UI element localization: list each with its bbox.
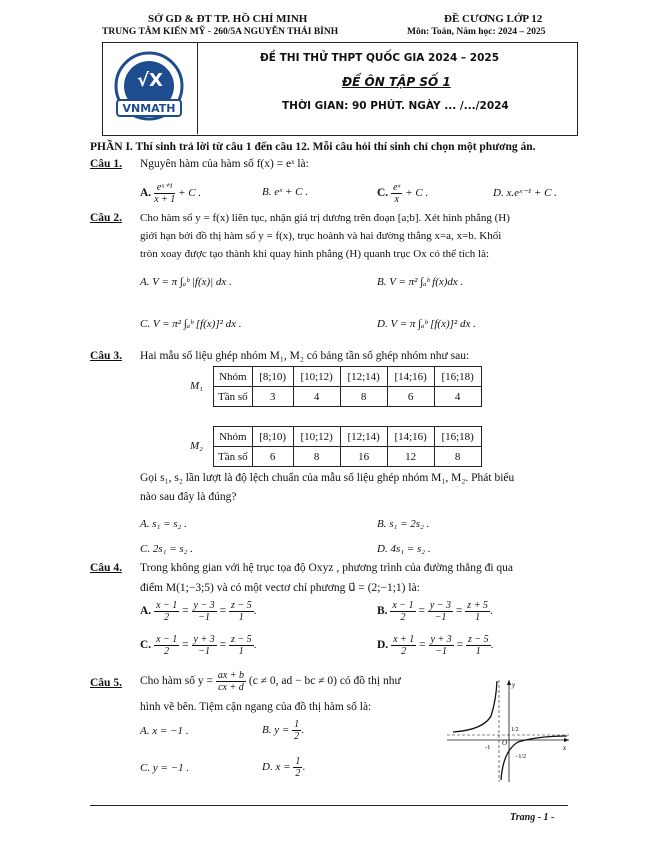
doc-type: ĐỀ CƯƠNG LỚP 12 <box>444 13 543 25</box>
q1-option-a[interactable] <box>140 182 201 205</box>
q3-text: Hai mẫu số liệu ghép nhóm M₁, M₂ có bảng tần số ghép nhóm như sau: <box>140 350 470 362</box>
q2-option-c[interactable]: C. V = π² ∫ₐᵇ [f(x)]² dx . <box>140 318 242 330</box>
group-cell: [12;14) <box>340 427 387 447</box>
group-cell: [16;18) <box>434 367 481 387</box>
frac-den: 1 <box>238 646 244 657</box>
q1-c-letter: C. <box>377 187 389 200</box>
freq-cell: 6 <box>252 447 293 467</box>
frac-den: 2 <box>294 731 300 742</box>
freq-cell: 4 <box>434 387 481 407</box>
q2-option-b[interactable]: B. V = π² ∫ₐᵇ f(x)dx . <box>377 276 464 288</box>
group-cell: [8;10) <box>252 427 293 447</box>
q4-option-d[interactable]: D. $\frac{x + 1}{2}$ = $\frac{y + 3}{-1}$ = $\frac{z - 5}{1}$ . <box>377 634 494 657</box>
q3-option-c[interactable]: C. 2s₁ = s₂ . <box>140 543 193 555</box>
q1-a-letter: A. <box>140 187 152 200</box>
frac-num: x + 1 <box>393 634 415 645</box>
line-frac <box>391 634 416 657</box>
line-frac <box>465 600 490 623</box>
q5-frac <box>216 670 246 693</box>
frac-num: y − 3 <box>193 600 215 611</box>
part1-instruction: PHẦN I. Thí sinh trả lời từ câu 1 đến câu 12. Mỗi câu hỏi thí sinh chỉ chọn một phương án. <box>90 141 536 153</box>
frac-num: x − 1 <box>156 634 178 645</box>
frac-num: z − 5 <box>230 634 252 645</box>
tick-half: 1/2 <box>511 727 519 733</box>
group-cell: [10;12) <box>293 367 340 387</box>
exam-title: ĐỀ THI THỬ THPT QUỐC GIA 2024 – 2025 <box>260 52 500 64</box>
q1-a-frac <box>154 182 175 205</box>
table-row <box>214 387 482 407</box>
group-cell: [8;10) <box>252 367 293 387</box>
q4-line1: Trong không gian với hệ trục tọa độ Oxyz , phương trình của đường thẳng đi qua <box>140 562 513 574</box>
subject-year: Môn: Toán, Năm học: 2024 – 2025 <box>407 27 546 37</box>
freq-cell: 8 <box>434 447 481 467</box>
frac-den: −1 <box>435 646 447 657</box>
freq-cell: 8 <box>340 387 387 407</box>
frac-num: x − 1 <box>156 600 178 611</box>
q1-c-tail: + C . <box>405 187 429 200</box>
x-label: x <box>563 744 567 752</box>
exam-time: THỜI GIAN: 90 PHÚT. NGÀY ... /.../2024 <box>282 100 509 112</box>
frac-den: 1 <box>475 646 481 657</box>
q1-a-tail: + C . <box>178 187 202 200</box>
line-frac <box>428 600 453 623</box>
group-cell: [14;16) <box>387 427 434 447</box>
footer-rule <box>90 805 568 806</box>
q1-option-b[interactable]: B. eˣ + C . <box>262 186 308 198</box>
q4-b-letter: B. <box>377 605 388 618</box>
frac-den: 2 <box>164 646 170 657</box>
frac-num: ax + b <box>217 670 244 681</box>
m1-label: M₁ <box>190 380 203 392</box>
frac-den: 2 <box>400 612 406 623</box>
frac-den: 1 <box>475 612 481 623</box>
q2-option-a[interactable]: A. V = π ∫ₐᵇ |f(x)| dx . <box>140 276 232 288</box>
freq-cell: 8 <box>293 447 340 467</box>
q4-option-a[interactable]: A. $\frac{x - 1}{2}$ = $\frac{y - 3}{-1}$ = $\frac{z - 5}{1}$ . <box>140 600 257 623</box>
q1-c-num: eˣ <box>393 182 401 193</box>
freq-cell: 6 <box>387 387 434 407</box>
line-frac <box>192 634 217 657</box>
line-frac <box>429 634 454 657</box>
q1-option-d[interactable]: D. x.eˣ⁻¹ + C . <box>493 187 557 199</box>
q5-b-frac <box>292 719 301 742</box>
table-row <box>214 367 482 387</box>
q3-label: Câu 3. <box>90 350 122 362</box>
frac-num: y + 3 <box>193 634 215 645</box>
q5-d-frac <box>293 756 302 779</box>
q2-option-d[interactable]: D. V = π ∫ₐᵇ [f(x)]² dx . <box>377 318 476 330</box>
q5-b-text: B. y = <box>262 724 290 737</box>
frac-num: z + 5 <box>467 600 488 611</box>
line-frac <box>154 600 179 623</box>
q4-line2: điểm M(1;−3;5) và có một vectơ chỉ phương u⃗ = (2;−1;1) là: <box>140 582 420 594</box>
frac-num: 1 <box>294 719 300 730</box>
q3-option-d[interactable]: D. 4s₁ = s₂ . <box>377 543 431 555</box>
frac-num: y − 3 <box>429 600 452 611</box>
right-branch <box>501 736 567 780</box>
q5-d-text: D. x = <box>262 761 291 774</box>
q3-option-b[interactable]: B. s₁ = 2s₂ . <box>377 518 430 530</box>
table-head-cell: Tần số <box>214 387 253 407</box>
hyperbola-graph <box>443 676 573 786</box>
center-name: TRUNG TÂM KIẾN MỸ - 260/5A NGUYỄN THÁI BÌNH <box>102 27 339 37</box>
page-number: Trang - 1 - <box>510 812 555 823</box>
q2-line2: giới hạn bởi đồ thị hàm số y = f(x), trục hoành và hai đường thẳng x=a, x=b. Khối <box>140 230 502 242</box>
freq-cell: 12 <box>387 447 434 467</box>
table-row <box>214 447 482 467</box>
q1-a-num: eˣ⁺¹ <box>154 182 175 194</box>
line-frac <box>154 634 179 657</box>
logo-symbol: √X <box>137 70 163 91</box>
q5-text-a: Cho hàm số y = <box>140 675 213 688</box>
y-axis-arrow <box>507 680 511 685</box>
x-axis-arrow <box>564 738 569 742</box>
q1-option-c[interactable] <box>377 182 428 205</box>
frac-den: −1 <box>434 612 447 623</box>
tick-neg1: -1 <box>485 744 491 751</box>
frac-num: y + 3 <box>430 634 452 645</box>
group-cell: [16;18) <box>434 427 481 447</box>
q1-text: Nguyên hàm của hàm số f(x) = eˣ là: <box>140 158 309 170</box>
freq-cell: 4 <box>293 387 340 407</box>
origin-label: O <box>502 739 508 747</box>
q4-a-letter: A. <box>140 605 152 618</box>
table-head-cell: Tần số <box>214 447 253 467</box>
dept-name: SỞ GD & ĐT TP. HỒ CHÍ MINH <box>148 13 308 25</box>
table-row <box>214 427 482 447</box>
q1-label: Câu 1. <box>90 158 122 170</box>
q3-line1: Gọi s₁, s₂ lần lượt là độ lệch chuẩn của mẫu số liệu ghép nhóm M₁, M₂. Phát biểu <box>140 472 515 484</box>
q4-d-letter: D. <box>377 639 389 652</box>
exam-subtitle: ĐỀ ÔN TẬP SỐ 1 <box>342 75 451 89</box>
group-cell: [10;12) <box>293 427 340 447</box>
table-head-cell: Nhóm <box>214 367 253 387</box>
frac-num: 1 <box>295 756 301 767</box>
y-label: y <box>512 681 516 689</box>
frac-den: 2 <box>295 768 301 779</box>
q5-option-c[interactable]: C. y = −1 . <box>140 762 190 774</box>
q5-option-a[interactable]: A. x = −1 . <box>140 725 189 737</box>
frac-den: 1 <box>238 612 244 623</box>
q3-option-a[interactable]: A. s₁ = s₂ . <box>140 518 187 530</box>
frac-num: z − 5 <box>467 634 489 645</box>
frac-num: x − 1 <box>392 600 414 611</box>
q4-c-letter: C. <box>140 639 152 652</box>
line-frac <box>466 634 491 657</box>
vnmath-logo <box>102 42 198 134</box>
q5-option-d[interactable]: D. x = $\frac{1}{2}$ . <box>262 756 306 779</box>
q1-a-den: x + 1 <box>154 194 176 205</box>
freq-cell: 3 <box>252 387 293 407</box>
q1-c-den: x <box>394 194 399 205</box>
freq-table-m1 <box>213 366 482 407</box>
q2-line1: Cho hàm số y = f(x) liên tục, nhận giá trị dương trên đoạn [a;b]. Xét hình phẳng (H) <box>140 212 510 224</box>
q4-option-b[interactable]: B. $\frac{x - 1}{2}$ = $\frac{y - 3}{-1}$ = $\frac{z + 5}{1}$ . <box>377 600 493 623</box>
freq-table-m2 <box>213 426 482 467</box>
q3-line2: nào sau đây là đúng? <box>140 491 237 503</box>
frac-num: z − 5 <box>230 600 252 611</box>
q5-label: Câu 5. <box>90 677 122 689</box>
line-frac <box>229 634 254 657</box>
q5-option-b[interactable]: B. y = $\frac{1}{2}$ . <box>262 719 305 742</box>
line-frac <box>229 600 254 623</box>
frac-den: 2 <box>164 612 170 623</box>
line-frac <box>390 600 415 623</box>
q5-line1 <box>140 670 401 693</box>
q2-label: Câu 2. <box>90 212 122 224</box>
line-frac <box>192 600 217 623</box>
q2-line3: tròn xoay được tạo thành khi quay hình phẳng (H) quanh trục Ox có thể tích là: <box>140 248 490 260</box>
m2-label: M₂ <box>190 440 203 452</box>
table-head-cell: Nhóm <box>214 427 253 447</box>
frac-den: −1 <box>198 612 210 623</box>
q1-c-frac <box>391 182 402 205</box>
q4-option-c[interactable]: C. $\frac{x - 1}{2}$ = $\frac{y + 3}{-1}$ = $\frac{z - 5}{1}$ . <box>140 634 257 657</box>
q5-text-b: (c ≠ 0, ad − bc ≠ 0) có đồ thị như <box>248 675 401 688</box>
left-branch <box>453 681 497 732</box>
logo-text: VNMATH <box>122 102 176 115</box>
q4-label: Câu 4. <box>90 562 122 574</box>
tick-neg-half: −1/2 <box>515 754 527 760</box>
group-cell: [12;14) <box>340 367 387 387</box>
frac-den: −1 <box>198 646 210 657</box>
frac-den: 2 <box>401 646 407 657</box>
frac-den: cx + d <box>218 682 244 693</box>
freq-cell: 16 <box>340 447 387 467</box>
group-cell: [14;16) <box>387 367 434 387</box>
q5-line2: hình vẽ bên. Tiệm cận ngang của đồ thị hàm số là: <box>140 701 372 713</box>
